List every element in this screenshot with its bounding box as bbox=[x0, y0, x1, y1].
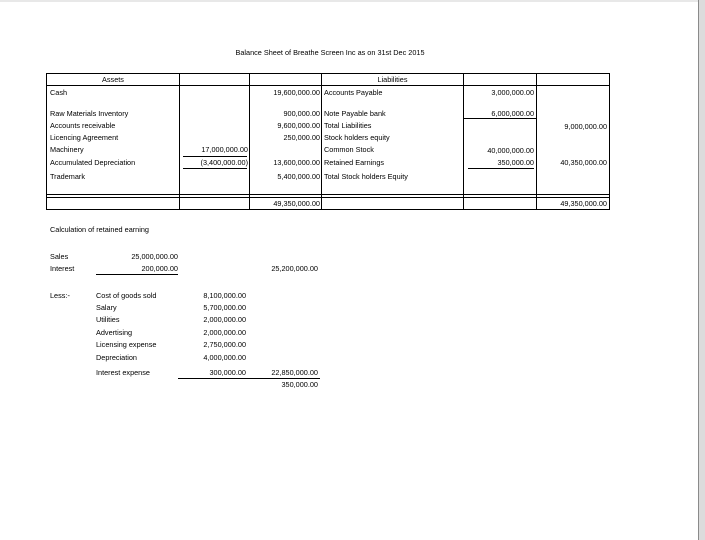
asset-label: Raw Materials Inventory bbox=[50, 109, 129, 118]
expense-label: Advertising bbox=[96, 328, 133, 337]
table-col-line bbox=[321, 73, 322, 210]
net-retained: 350,000.00 bbox=[281, 380, 318, 389]
asset-sub-value: (3,400,000.00) bbox=[200, 158, 248, 167]
asset-value: 13,600,000.00 bbox=[273, 158, 320, 167]
asset-value: 5,400,000.00 bbox=[277, 172, 320, 181]
expense-value: 5,700,000.00 bbox=[203, 303, 246, 312]
liability-value: 40,350,000.00 bbox=[560, 158, 607, 167]
expense-value: 2,000,000.00 bbox=[203, 328, 246, 337]
table-col-line bbox=[46, 73, 47, 210]
asset-label: Accounts receivable bbox=[50, 121, 116, 130]
less-label: Less:- bbox=[50, 291, 70, 300]
machinery-underline bbox=[183, 156, 247, 157]
table-body-bottom-border bbox=[46, 194, 609, 195]
table-header-border bbox=[46, 85, 609, 86]
income-underline bbox=[96, 274, 178, 275]
interest-label: Interest bbox=[50, 264, 75, 273]
expense-value: 300,000.00 bbox=[209, 368, 246, 377]
liability-label: Common Stock bbox=[324, 145, 374, 154]
expense-underline bbox=[178, 378, 320, 379]
asset-sub-value: 17,000,000.00 bbox=[201, 145, 248, 154]
expense-total: 22,850,000.00 bbox=[271, 368, 318, 377]
expense-label: Cost of goods sold bbox=[96, 291, 157, 300]
table-total-top-border bbox=[46, 197, 609, 198]
liability-label: Stock holders equity bbox=[324, 133, 390, 142]
asset-label: Trademark bbox=[50, 172, 86, 181]
liability-label: Retained Earnings bbox=[324, 158, 385, 167]
liability-label: Total Stock holders Equity bbox=[324, 172, 408, 181]
interest-value: 200,000.00 bbox=[141, 264, 178, 273]
liability-label: Note Payable bank bbox=[324, 109, 386, 118]
sheet-title: Balance Sheet of Breathe Screen Inc as on 31st Dec 2015 bbox=[235, 48, 425, 57]
page-top-edge bbox=[0, 0, 705, 2]
asset-label: Cash bbox=[50, 88, 68, 97]
expense-value: 4,000,000.00 bbox=[203, 353, 246, 362]
window-scroll-edge bbox=[698, 0, 705, 540]
table-col-line bbox=[536, 73, 537, 210]
table-col-line bbox=[179, 73, 180, 210]
retained-underline bbox=[468, 168, 534, 169]
table-bottom-border bbox=[46, 209, 609, 210]
asset-label: Machinery bbox=[50, 145, 84, 154]
liab-subtotal-line bbox=[463, 118, 536, 119]
liability-sub-value: 40,000,000.00 bbox=[487, 146, 534, 155]
expense-value: 8,100,000.00 bbox=[203, 291, 246, 300]
sales-label: Sales bbox=[50, 252, 69, 261]
expense-label: Salary bbox=[96, 303, 117, 312]
liabilities-total: 49,350,000.00 bbox=[560, 199, 607, 208]
expense-value: 2,000,000.00 bbox=[203, 315, 246, 324]
liability-value: 9,000,000.00 bbox=[564, 122, 607, 131]
liability-sub-value: 3,000,000.00 bbox=[491, 88, 534, 97]
assets-header: Assets bbox=[102, 75, 124, 84]
assets-total: 49,350,000.00 bbox=[273, 199, 320, 208]
expense-label: Utilities bbox=[96, 315, 120, 324]
liability-sub-value: 6,000,000.00 bbox=[491, 109, 534, 118]
expense-label: Interest expense bbox=[96, 368, 150, 377]
expense-value: 2,750,000.00 bbox=[203, 340, 246, 349]
liability-sub-value: 350,000.00 bbox=[497, 158, 534, 167]
asset-value: 19,600,000.00 bbox=[273, 88, 320, 97]
liability-label: Total Liabilities bbox=[324, 121, 372, 130]
liability-label: Accounts Payable bbox=[324, 88, 383, 97]
retained-heading: Calculation of retained earning bbox=[50, 225, 149, 234]
asset-label: Accumulated Depreciation bbox=[50, 158, 136, 167]
sales-value: 25,000,000.00 bbox=[131, 252, 178, 261]
table-col-line bbox=[609, 73, 610, 210]
liabilities-header: Liabilities bbox=[377, 75, 408, 84]
asset-value: 9,600,000.00 bbox=[277, 121, 320, 130]
depreciation-underline bbox=[183, 168, 247, 169]
expense-label: Licensing expense bbox=[96, 340, 157, 349]
income-total: 25,200,000.00 bbox=[271, 264, 318, 273]
asset-label: Licencing Agreement bbox=[50, 133, 119, 142]
expense-label: Depreciation bbox=[96, 353, 137, 362]
asset-value: 250,000.00 bbox=[283, 133, 320, 142]
table-top-border bbox=[46, 73, 609, 74]
asset-value: 900,000.00 bbox=[283, 109, 320, 118]
